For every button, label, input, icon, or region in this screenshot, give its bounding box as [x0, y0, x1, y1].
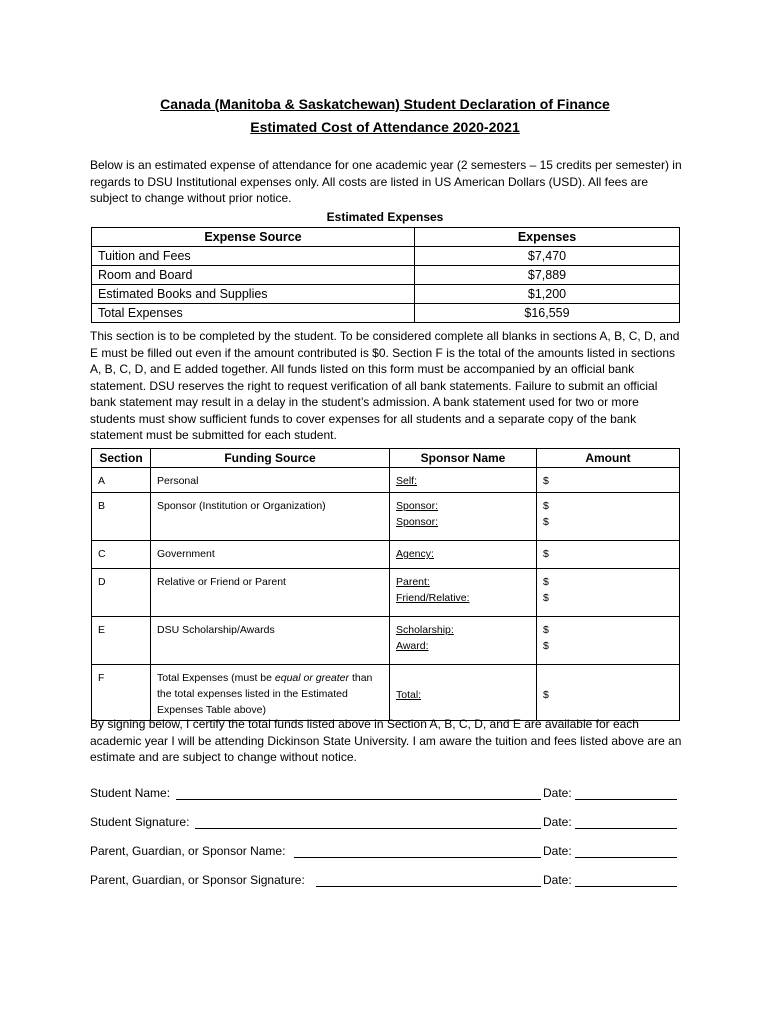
sponsor-label[interactable]: Friend/Relative:	[396, 592, 470, 604]
date-label: Date:	[543, 844, 572, 858]
signature-blank[interactable]	[316, 886, 541, 887]
total-amount-field[interactable]: $	[543, 689, 549, 701]
table-row	[92, 665, 680, 721]
funding-source: Government	[151, 541, 390, 569]
sponsor-label[interactable]: Sponsor:	[396, 516, 439, 528]
table-row	[92, 468, 680, 493]
amount-field[interactable]: $	[543, 624, 549, 636]
table-row	[92, 541, 680, 569]
column-header: Amount	[537, 449, 680, 468]
amount-field[interactable]: $	[543, 475, 549, 487]
expense-amount: $16,559	[415, 304, 680, 323]
total-note-text: than the total expenses listed in the Estimated Expenses Table above)	[157, 672, 373, 716]
sponsor-name-cell	[390, 617, 537, 665]
expense-amount: $7,889	[415, 266, 680, 285]
table-row	[92, 569, 680, 617]
date-blank[interactable]	[575, 857, 677, 858]
date-blank[interactable]	[575, 828, 677, 829]
funding-source	[151, 665, 390, 721]
table-header-row	[92, 449, 680, 468]
amount-field[interactable]: $	[543, 500, 549, 512]
section-letter: F	[92, 665, 151, 721]
expenses-heading: Estimated Expenses	[326, 210, 444, 224]
signature-label: Parent, Guardian, or Sponsor Signature:	[90, 873, 305, 887]
table-row	[92, 266, 680, 285]
expense-source: Room and Board	[92, 266, 415, 285]
certification-paragraph: By signing below, I certify the total funds listed above in Section A, B, C, D, and E are available for each academic year I will be attending Dickinson State University. I am aware the tuition and fees listed above are an estimate and are subject to change without notice.	[90, 717, 682, 764]
section-letter: A	[92, 468, 151, 493]
amount-field[interactable]: $	[543, 548, 549, 560]
sponsor-label[interactable]: Scholarship:	[396, 624, 454, 636]
sponsor-name-cell	[390, 468, 537, 493]
funding-source: Personal	[151, 468, 390, 493]
expense-source: Tuition and Fees	[92, 247, 415, 266]
amount-field[interactable]: $	[543, 516, 549, 528]
section-letter: D	[92, 569, 151, 617]
table-header-row	[92, 228, 680, 247]
date-blank[interactable]	[575, 886, 677, 887]
date-blank[interactable]	[575, 799, 677, 800]
table-row	[92, 304, 680, 323]
table-row	[92, 247, 680, 266]
expense-amount: $7,470	[415, 247, 680, 266]
expense-source: Estimated Books and Supplies	[92, 285, 415, 304]
signature-label: Student Signature:	[90, 815, 190, 829]
total-note-text: Total Expenses (must be	[157, 672, 275, 684]
sponsor-name-cell	[390, 541, 537, 569]
sponsor-name-cell	[390, 493, 537, 541]
amount-cell	[537, 617, 680, 665]
amount-field[interactable]: $	[543, 576, 549, 588]
total-note-emphasis: equal or greater	[274, 672, 350, 684]
total-label[interactable]: Total:	[396, 689, 422, 701]
table-row	[92, 493, 680, 541]
sponsor-name-cell	[390, 569, 537, 617]
expenses-table	[91, 227, 680, 323]
intro-paragraph: Below is an estimated expense of attendance for one academic year (2 semesters – 15 credits per semester) in regards to DSU Institutional expenses only. All costs are listed in US American Dollars (USD). All fees are subject to change without prior notice.	[90, 158, 682, 205]
expense-amount: $1,200	[415, 285, 680, 304]
amount-field[interactable]: $	[543, 640, 549, 652]
column-header: Section	[92, 449, 151, 468]
table-row	[92, 285, 680, 304]
sponsor-label[interactable]: Parent:	[396, 576, 430, 588]
sponsor-name-line[interactable]	[90, 844, 680, 860]
student-signature-line[interactable]	[90, 815, 680, 831]
sponsor-name-cell	[390, 665, 537, 721]
funding-table	[91, 448, 680, 721]
date-label: Date:	[543, 786, 572, 800]
signature-blank[interactable]	[195, 828, 541, 829]
date-label: Date:	[543, 873, 572, 887]
sponsor-label[interactable]: Agency:	[396, 548, 434, 560]
amount-cell	[537, 541, 680, 569]
document-title: Canada (Manitoba & Saskatchewan) Student Declaration of Finance	[160, 96, 610, 112]
amount-cell	[537, 468, 680, 493]
amount-cell	[537, 569, 680, 617]
expense-source: Total Expenses	[92, 304, 415, 323]
instructions-paragraph: This section is to be completed by the student. To be considered complete all blanks in sections A, B, C, D, and E must be filled out even if the amount contributed is $0. Section F is the total of the amounts listed in sections A, B, C, D, and E added together. All funds listed on this form must be accompanied by an official bank statement. DSU reserves the right to request verification of all bank statements. Failure to submit an official bank statement may result in a delay in the student’s admission. A bank statement used for two or more students must show sufficient funds to cover expenses for all students and a separate copy of the bank statement must be submitted for each student.	[90, 329, 680, 442]
section-letter: E	[92, 617, 151, 665]
column-header: Expense Source	[92, 228, 415, 247]
funding-source: Sponsor (Institution or Organization)	[151, 493, 390, 541]
signature-blank[interactable]	[294, 857, 541, 858]
table-row	[92, 617, 680, 665]
column-header: Expenses	[415, 228, 680, 247]
date-label: Date:	[543, 815, 572, 829]
amount-cell	[537, 665, 680, 721]
sponsor-label[interactable]: Sponsor:	[396, 500, 439, 512]
sponsor-label[interactable]: Award:	[396, 640, 429, 652]
column-header: Funding Source	[151, 449, 390, 468]
sponsor-signature-line[interactable]	[90, 873, 680, 889]
amount-field[interactable]: $	[543, 592, 549, 604]
section-letter: C	[92, 541, 151, 569]
funding-source: DSU Scholarship/Awards	[151, 617, 390, 665]
signature-label: Student Name:	[90, 786, 171, 800]
section-letter: B	[92, 493, 151, 541]
amount-cell	[537, 493, 680, 541]
document-subtitle: Estimated Cost of Attendance 2020-2021	[250, 119, 520, 135]
column-header: Sponsor Name	[390, 449, 537, 468]
sponsor-label[interactable]: Self:	[396, 475, 418, 487]
funding-source: Relative or Friend or Parent	[151, 569, 390, 617]
student-name-line[interactable]	[90, 786, 680, 802]
signature-label: Parent, Guardian, or Sponsor Name:	[90, 844, 286, 858]
signature-blank[interactable]	[176, 799, 541, 800]
